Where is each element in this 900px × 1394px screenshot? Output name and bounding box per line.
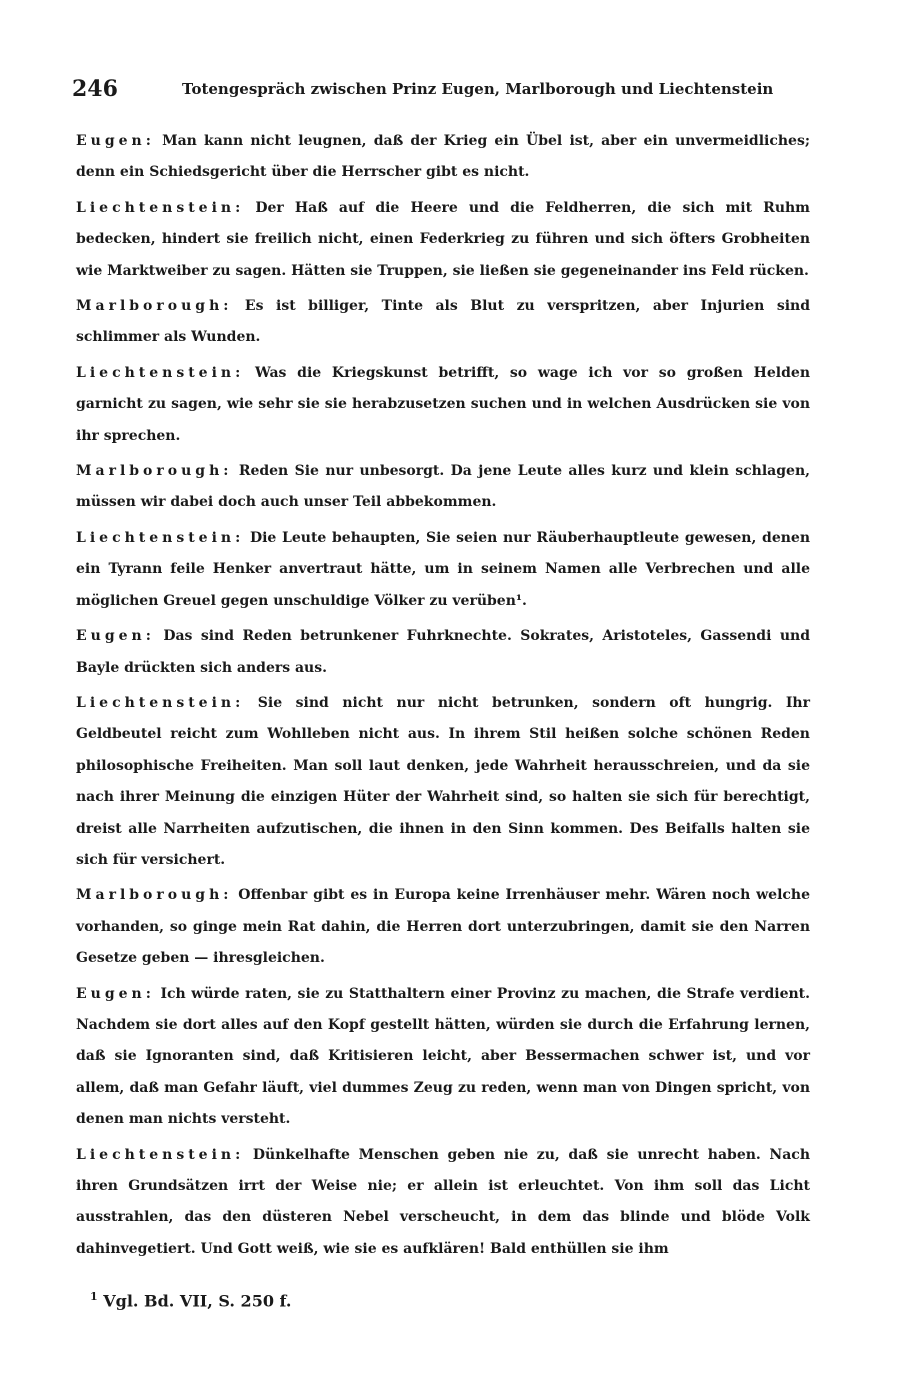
- dialogue-paragraph: [76, 193, 810, 287]
- page-header: [72, 76, 832, 116]
- speech-text: Reden Sie nur unbesorgt. Da jene Leute alles kurz und klein schlagen, müssen wir dabei doch auch unser Teil abbekommen.: [76, 463, 810, 511]
- speaker-name: Eugen:: [76, 133, 155, 149]
- page-number: 246: [72, 76, 118, 102]
- speech-text: Was die Kriegskunst betrifft, so wage ich vor so großen Helden garnicht zu sagen, wie sehr sie sie herabzusetzen suchen und in welchen Ausdrücken sie von ihr sprechen.: [76, 364, 810, 444]
- dialogue-paragraph: [76, 880, 810, 974]
- speech-text: Das sind Reden betrunkener Fuhrknechte. Sokrates, Aristoteles, Gassendi und Bayle drückten sich anders aus.: [76, 628, 810, 676]
- dialogue-paragraph: [76, 291, 810, 354]
- speaker-name: Liechtenstein:: [76, 529, 245, 546]
- speech-text: Die Leute behaupten, Sie seien nur Räuberhauptleute gewesen, denen ein Tyrann feile Henker anvertraut hätte, um in seinem Namen alle Verbrechen und alle möglichen Greuel gegen unschuldige Völker zu verüben¹.: [76, 529, 810, 609]
- running-title: Totengespräch zwischen Prinz Eugen, Marlborough und Liechtenstein: [182, 80, 774, 98]
- dialogue-paragraph: [76, 456, 810, 519]
- speech-text: Sie sind nicht nur nicht betrunken, sondern oft hungrig. Ihr Geldbeutel reicht zum Wohlleben nicht aus. In ihrem Stil heißen solche schönen Reden philosophische Freiheiten. Man soll laut denken, jede Wahrheit herausschreien, und da sie nach ihrer Meinung die einzigen Hüter der Wahrheit sind, so halten sie sich für berechtigt, dreist alle Narrheiten aufzutischen, die ihnen in den Sinn kommen. Des Beifalls halten sie sich für versichert.: [76, 694, 810, 868]
- footnote: [90, 1290, 291, 1310]
- dialogue-paragraph: [76, 688, 810, 876]
- speech-text: Man kann nicht leugnen, daß der Krieg ein Übel ist, aber ein unvermeidliches; denn ein Schiedsgericht über die Herrscher gibt es nicht.: [76, 133, 810, 181]
- speech-text: Dünkelhafte Menschen geben nie zu, daß sie unrecht haben. Nach ihren Grundsätzen irrt der Weise nie; er allein ist erleuchtet. Von ihm soll das Licht ausstrahlen, das den düsteren Nebel verscheucht, in dem das blinde und blöde Volk dahinvegetiert. Und Gott weiß, wie sie es aufklären! Bald enthüllen sie ihm: [76, 1146, 810, 1257]
- speaker-name: Liechtenstein:: [76, 694, 245, 711]
- dialogue-paragraph: [76, 523, 810, 617]
- speech-text: Offenbar gibt es in Europa keine Irrenhäuser mehr. Wären noch welche vorhanden, so ginge mein Rat dahin, die Herren dort unterzubringen, damit sie den Narren Gesetze geben — ihresgleichen.: [76, 887, 810, 967]
- speaker-name: Marlborough:: [76, 298, 233, 315]
- speech-text: Es ist billiger, Tinte als Blut zu verspritzen, aber Injurien sind schlimmer als Wunden.: [76, 298, 810, 346]
- speaker-name: Eugen:: [76, 628, 155, 645]
- speaker-name: Marlborough:: [76, 463, 233, 480]
- speech-text: Ich würde raten, sie zu Statthaltern einer Provinz zu machen, die Strafe verdient. Nachdem sie dort alles auf den Kopf gestellt hätten, würden sie durch die Erfahrung lernen, daß sie Ignoranten sind, daß Kritisieren leicht, aber Bessermachen schwer ist, und vor allem, daß man Gefahr läuft, viel dummes Zeug zu reden, wenn man von Dingen spricht, von denen man nichts versteht.: [76, 985, 810, 1128]
- speaker-name: Eugen:: [76, 985, 155, 1002]
- dialogue-paragraph: [76, 621, 810, 684]
- dialogue-paragraph: [76, 979, 810, 1136]
- speaker-name: Liechtenstein:: [76, 1146, 245, 1163]
- footnote-mark: 1: [90, 1290, 98, 1303]
- speaker-name: Marlborough:: [76, 887, 233, 904]
- speaker-name: Liechtenstein:: [76, 364, 245, 381]
- dialogue-text: [76, 126, 810, 1269]
- dialogue-paragraph: [76, 358, 810, 452]
- dialogue-paragraph: [76, 1140, 810, 1266]
- footnote-text: Vgl. Bd. VII, S. 250 f.: [103, 1291, 292, 1311]
- speaker-name: Liechtenstein:: [76, 199, 245, 216]
- dialogue-paragraph: [76, 126, 810, 189]
- speech-text: Der Haß auf die Heere und die Feldherren, die sich mit Ruhm bedecken, hindert sie freilich nicht, einen Federkrieg zu führen und sich öfters Grobheiten wie Marktweiber zu sagen. Hätten sie Truppen, sie ließen sie gegeneinander ins Feld rücken.: [76, 199, 810, 279]
